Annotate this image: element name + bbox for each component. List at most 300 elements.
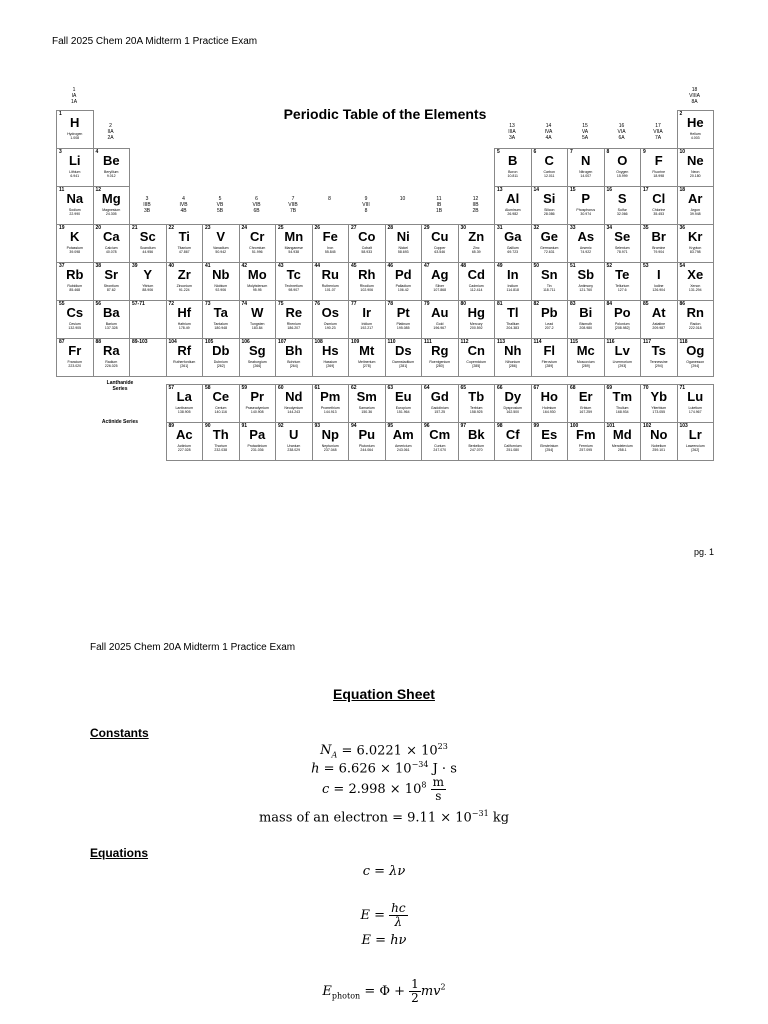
- element-mass: 26.982: [507, 212, 519, 216]
- element-number: 95: [387, 423, 394, 429]
- element-name: Roentgenium: [429, 360, 451, 364]
- element-symbol: Nh: [504, 343, 522, 358]
- element-cell: [312, 300, 350, 339]
- element-name: Tin: [546, 284, 552, 288]
- element-symbol: Rn: [686, 305, 704, 320]
- element-name: Molybdenum: [247, 284, 268, 288]
- lanthanide-series-label: Lanthanide Series: [106, 380, 134, 392]
- element-cell: [385, 422, 423, 461]
- group-label: 4 IVB 4B: [179, 196, 188, 214]
- element-name: Polonium: [614, 322, 630, 326]
- equation-electron-mass: mass of an electron = $9.11 \times 10^{-31}$ kg: [258, 809, 510, 826]
- element-name: Technetium: [284, 284, 303, 288]
- element-name: Oxygen: [616, 170, 629, 174]
- element-name: Radium: [105, 360, 118, 364]
- element-mass: 28.086: [543, 212, 555, 216]
- element-name: Nitrogen: [579, 170, 593, 174]
- element-name: Silicon: [544, 208, 555, 212]
- element-number: 61: [314, 385, 321, 391]
- element-cell: [202, 262, 240, 301]
- element-number: 4: [95, 149, 99, 155]
- equation-avogadro: $N_A = 6.0221 \times 10^{23}$: [320, 742, 448, 760]
- element-mass: 223.020: [68, 364, 82, 368]
- element-number: 110: [387, 339, 396, 345]
- element-number: 107: [278, 339, 287, 345]
- element-cell: [567, 148, 605, 187]
- element-mass: 39.948: [689, 212, 701, 216]
- element-mass: 178.49: [178, 326, 190, 330]
- element-mass: 244.064: [360, 448, 374, 452]
- element-number: 106: [241, 339, 250, 345]
- element-name: Nickel: [398, 246, 409, 250]
- element-number: 71: [679, 385, 686, 391]
- element-name: Titanium: [177, 246, 191, 250]
- element-mass: [266]: [253, 364, 262, 368]
- element-mass: [285]: [472, 364, 481, 368]
- element-number: 102: [643, 423, 652, 429]
- element-number: 34: [606, 225, 613, 231]
- element-number: 46: [387, 263, 394, 269]
- element-number: 89: [168, 423, 175, 429]
- element-symbol: Pm: [320, 389, 341, 404]
- element-number: 90: [205, 423, 211, 429]
- group-label: 6 VIB 6B: [252, 196, 261, 214]
- element-cell: [385, 300, 423, 339]
- element-cell: [567, 224, 605, 263]
- element-number: 13: [497, 187, 503, 193]
- element-mass: 251.080: [506, 448, 520, 452]
- element-name: Silver: [435, 284, 445, 288]
- element-mass: 243.061: [396, 448, 410, 452]
- element-mass: 58.693: [397, 250, 409, 254]
- element-name: Neptunium: [321, 444, 339, 448]
- element-cell: [129, 224, 167, 263]
- group-label: 13 IIIA 3A: [508, 123, 516, 141]
- element-name: Fermium: [578, 444, 593, 448]
- element-name: Niobium: [214, 284, 228, 288]
- element-number: 70: [643, 385, 649, 391]
- element-symbol: Mg: [101, 191, 121, 206]
- element-symbol: Po: [613, 305, 631, 320]
- element-name: Platinum: [396, 322, 411, 326]
- element-symbol: U: [289, 427, 299, 442]
- element-symbol: Md: [612, 427, 632, 442]
- element-mass: 6.941: [70, 174, 80, 178]
- element-mass: 257.095: [579, 448, 593, 452]
- element-mass: 204.383: [506, 326, 520, 330]
- equation-photoelectric: $E_{photon} = \Phi$ + $\frac{1}{2}$ $mv^2$: [322, 977, 446, 1005]
- element-name: Copernicium: [466, 360, 487, 364]
- element-mass: [208.982]: [614, 326, 630, 330]
- element-symbol: Pd: [394, 267, 412, 282]
- element-symbol: Zn: [468, 229, 485, 244]
- element-cell: [458, 338, 496, 377]
- element-number: 58: [205, 385, 211, 391]
- element-cell: [567, 262, 605, 301]
- element-symbol: Ac: [175, 427, 193, 442]
- element-cell: [56, 300, 94, 339]
- element-symbol: Si: [543, 191, 556, 206]
- element-symbol: Se: [614, 229, 631, 244]
- group-label: 14 IVA 4A: [544, 123, 553, 141]
- element-name: Hydrogen: [67, 132, 83, 136]
- element-number: 101: [606, 423, 615, 429]
- element-cell: [385, 338, 423, 377]
- element-number: 39: [132, 263, 138, 269]
- element-cell: [677, 224, 715, 263]
- element-cell: [494, 338, 532, 377]
- element-mass: 183.84: [251, 326, 263, 330]
- element-cell: [348, 384, 386, 423]
- element-symbol: Ra: [102, 343, 120, 358]
- element-cell: [421, 422, 459, 461]
- element-symbol: Es: [541, 427, 558, 442]
- element-number: 44: [314, 263, 321, 269]
- element-symbol: Nb: [212, 267, 230, 282]
- element-mass: 32.066: [616, 212, 628, 216]
- element-symbol: Au: [431, 305, 449, 320]
- element-cell: [348, 262, 386, 301]
- element-name: Dysprosium: [503, 406, 522, 410]
- element-name: Rhodium: [359, 284, 374, 288]
- element-number: 74: [241, 301, 248, 307]
- element-name: Lithium: [69, 170, 81, 174]
- element-number: 93: [314, 423, 321, 429]
- element-cell: [677, 300, 715, 339]
- element-cell: [385, 384, 423, 423]
- element-name: Germanium: [540, 246, 559, 250]
- element-number: 37: [59, 263, 65, 269]
- element-number: 33: [570, 225, 576, 231]
- element-mass: 127.6: [617, 288, 627, 292]
- page-header-2: Fall 2025 Chem 20A Midterm 1 Practice Exam: [90, 642, 296, 653]
- element-name: Neon: [691, 170, 700, 174]
- element-number: 65: [460, 385, 467, 391]
- element-cell: [312, 338, 350, 377]
- element-cell: [494, 224, 532, 263]
- element-symbol: Fr: [68, 343, 82, 358]
- element-name: Copper: [434, 246, 446, 250]
- element-cell: [531, 300, 569, 339]
- element-name: Bohrium: [287, 360, 301, 364]
- element-cell: [56, 148, 94, 187]
- element-mass: 55.845: [324, 250, 336, 254]
- element-name: Francium: [67, 360, 83, 364]
- element-number: 30: [460, 225, 467, 231]
- element-number: 23: [205, 225, 211, 231]
- element-cell: [239, 384, 277, 423]
- element-mass: 151.964: [396, 410, 410, 414]
- element-name: Gold: [436, 322, 444, 326]
- element-cell: [421, 224, 459, 263]
- element-number: 50: [533, 263, 540, 269]
- element-number: 114: [533, 339, 542, 345]
- element-symbol: No: [650, 427, 668, 442]
- element-number: 91: [241, 423, 248, 429]
- element-number: 87: [59, 339, 65, 345]
- element-name: Samarium: [358, 406, 375, 410]
- element-name: Selenium: [614, 246, 630, 250]
- element-symbol: Rf: [177, 343, 192, 358]
- element-cell: [312, 422, 350, 461]
- element-symbol: O: [617, 153, 628, 168]
- element-cell: [312, 262, 350, 301]
- element-mass: 12.011: [544, 174, 555, 178]
- element-mass: 232.038: [214, 448, 228, 452]
- element-name: Cadmium: [468, 284, 484, 288]
- element-symbol: Hs: [321, 343, 339, 358]
- element-symbol: Cr: [250, 229, 265, 244]
- element-cell: [421, 300, 459, 339]
- element-name: Fluorine: [652, 170, 666, 174]
- element-symbol: Mn: [284, 229, 304, 244]
- element-mass: 131.294: [688, 288, 702, 292]
- element-mass: 200.592: [469, 326, 483, 330]
- element-cell: [640, 148, 678, 187]
- element-symbol: Fm: [576, 427, 596, 442]
- element-mass: 98.907: [288, 288, 300, 292]
- element-symbol: He: [686, 115, 704, 130]
- element-number: 20: [95, 225, 102, 231]
- element-number: 116: [606, 339, 615, 345]
- element-cell: [166, 262, 204, 301]
- element-name: Mercury: [469, 322, 483, 326]
- element-number: 29: [424, 225, 430, 231]
- element-mass: 208.980: [579, 326, 593, 330]
- group-label: 9 VIII 8: [362, 196, 370, 214]
- element-symbol: Hf: [177, 305, 192, 320]
- element-cell: [567, 338, 605, 377]
- element-name: Gadolinium: [430, 406, 449, 410]
- element-symbol: Pu: [358, 427, 376, 442]
- element-symbol: Cl: [652, 191, 666, 206]
- element-name: Promethium: [320, 406, 340, 410]
- element-mass: 150.36: [361, 410, 373, 414]
- element-symbol: Tl: [506, 305, 519, 320]
- element-cell: [494, 422, 532, 461]
- element-cell: [166, 224, 204, 263]
- element-symbol: Eu: [394, 389, 412, 404]
- element-number: 77: [351, 301, 357, 307]
- element-symbol: Tm: [612, 389, 632, 404]
- element-number: 75: [278, 301, 284, 307]
- element-mass: 18.998: [653, 174, 665, 178]
- element-number: 117: [643, 339, 652, 345]
- element-number: 16: [606, 187, 613, 193]
- element-name: Dubnium: [213, 360, 228, 364]
- element-mass: 87.62: [106, 288, 116, 292]
- element-symbol: Ts: [651, 343, 666, 358]
- element-cell: [531, 422, 569, 461]
- element-number: 89-103: [132, 339, 148, 345]
- element-number: 104: [168, 339, 177, 345]
- element-symbol: Sb: [577, 267, 595, 282]
- element-mass: 63.546: [434, 250, 446, 254]
- element-mass: 144.243: [287, 410, 301, 414]
- element-cell: [93, 224, 131, 263]
- element-symbol: Ge: [540, 229, 558, 244]
- element-name: Tungsten: [250, 322, 265, 326]
- element-symbol: Br: [651, 229, 666, 244]
- element-cell: [604, 300, 642, 339]
- element-number: 63: [387, 385, 394, 391]
- element-mass: 226.025: [104, 364, 118, 368]
- element-symbol: Ru: [321, 267, 339, 282]
- element-symbol: I: [656, 267, 661, 282]
- element-cell: [166, 384, 204, 423]
- element-cell: [494, 148, 532, 187]
- element-mass: [254]: [545, 448, 554, 452]
- group-label: 17 VIIA 7A: [653, 123, 663, 141]
- element-mass: 164.930: [542, 410, 556, 414]
- element-mass: 138.905: [177, 410, 191, 414]
- element-symbol: Fe: [322, 229, 338, 244]
- element-mass: 247.070: [469, 448, 483, 452]
- element-name: Europium: [395, 406, 411, 410]
- element-symbol: Ni: [396, 229, 410, 244]
- element-number: 32: [533, 225, 540, 231]
- element-cell: [567, 384, 605, 423]
- element-mass: 180.948: [214, 326, 228, 330]
- element-name: Palladium: [395, 284, 411, 288]
- element-symbol: K: [70, 229, 80, 244]
- element-mass: 207.2: [544, 326, 554, 330]
- element-mass: 121.760: [579, 288, 593, 292]
- element-number: 57-71: [132, 301, 145, 307]
- element-mass: 35.453: [653, 212, 665, 216]
- element-number: 69: [606, 385, 613, 391]
- element-number: 112: [460, 339, 469, 345]
- element-mass: 144.913: [323, 410, 337, 414]
- element-symbol: Ti: [178, 229, 190, 244]
- element-mass: 227.028: [177, 448, 191, 452]
- element-number: 47: [424, 263, 430, 269]
- element-mass: 186.207: [287, 326, 301, 330]
- element-symbol: Yb: [650, 389, 668, 404]
- element-name: Bismuth: [579, 322, 593, 326]
- element-number: 9: [643, 149, 646, 155]
- element-cell: [129, 262, 167, 301]
- element-number: 59: [241, 385, 248, 391]
- equation-wave: c = λν: [362, 864, 406, 879]
- element-number: 27: [351, 225, 357, 231]
- element-cell: [640, 262, 678, 301]
- element-name: Praseodymium: [245, 406, 269, 410]
- element-mass: 158.925: [469, 410, 483, 414]
- element-symbol: H: [70, 115, 80, 130]
- element-symbol: Mo: [247, 267, 267, 282]
- element-name: Chromium: [249, 246, 266, 250]
- element-symbol: Mc: [576, 343, 595, 358]
- element-symbol: Sr: [104, 267, 119, 282]
- element-cell: [604, 384, 642, 423]
- element-name: Argon: [690, 208, 700, 212]
- element-number: 88: [95, 339, 102, 345]
- element-cell: [458, 262, 496, 301]
- element-mass: 102.906: [360, 288, 374, 292]
- element-name: Actinium: [177, 444, 191, 448]
- element-mass: [293]: [618, 364, 627, 368]
- element-symbol: Tb: [468, 389, 485, 404]
- element-cell: [385, 224, 423, 263]
- element-mass: [289]: [545, 364, 554, 368]
- element-mass: 22.990: [69, 212, 81, 216]
- element-mass: 114.818: [506, 288, 519, 292]
- element-name: Rhenium: [286, 322, 301, 326]
- element-name: Cobalt: [361, 246, 372, 250]
- element-number: 78: [387, 301, 394, 307]
- element-name: Potassium: [66, 246, 83, 250]
- element-cell: [202, 338, 240, 377]
- element-symbol: Ne: [686, 153, 704, 168]
- element-name: Chlorine: [652, 208, 666, 212]
- element-symbol: Lu: [687, 389, 704, 404]
- element-symbol: Os: [321, 305, 339, 320]
- element-cell: [239, 338, 277, 377]
- element-name: Barium: [105, 322, 117, 326]
- element-number: 17: [643, 187, 649, 193]
- element-symbol: N: [581, 153, 591, 168]
- element-cell: [567, 186, 605, 225]
- element-symbol: Cn: [467, 343, 485, 358]
- element-mass: 20.180: [689, 174, 701, 178]
- element-cell: [531, 338, 569, 377]
- element-cell: [604, 186, 642, 225]
- element-name: Meitnerium: [358, 360, 376, 364]
- element-number: 35: [643, 225, 649, 231]
- element-cell: [275, 422, 313, 461]
- element-number: 83: [570, 301, 576, 307]
- element-name: Aluminum: [504, 208, 521, 212]
- element-name: Cesium: [68, 322, 81, 326]
- group-label: 11 IB 1B: [435, 196, 443, 214]
- element-cell: [458, 300, 496, 339]
- element-cell: [640, 384, 678, 423]
- element-name: Zinc: [472, 246, 480, 250]
- element-symbol: Ir: [362, 305, 372, 320]
- group-label: 7 VIIB 7B: [288, 196, 298, 214]
- element-name: Yttrium: [142, 284, 154, 288]
- element-mass: 222.018: [688, 326, 702, 330]
- element-name: Ruthenium: [321, 284, 339, 288]
- element-number: 60: [278, 385, 284, 391]
- element-name: Radon: [690, 322, 701, 326]
- element-symbol: Nd: [285, 389, 303, 404]
- element-mass: 118.711: [543, 288, 556, 292]
- element-name: Astatine: [652, 322, 666, 326]
- element-symbol: As: [577, 229, 595, 244]
- element-mass: 192.217: [360, 326, 374, 330]
- element-symbol: La: [176, 389, 192, 404]
- element-cell: [239, 300, 277, 339]
- element-symbol: Pb: [540, 305, 558, 320]
- element-symbol: Na: [66, 191, 84, 206]
- element-number: 51: [570, 263, 576, 269]
- element-mass: 40.078: [105, 250, 117, 254]
- group-label: 3 IIIB 3B: [143, 196, 151, 214]
- constants-heading: Constants: [90, 726, 149, 740]
- element-mass: 92.906: [215, 288, 227, 292]
- group-label: 8: [328, 196, 331, 202]
- element-name: Einsteinium: [540, 444, 559, 448]
- element-mass: [281]: [399, 364, 408, 368]
- element-mass: 30.974: [580, 212, 592, 216]
- element-mass: 50.942: [215, 250, 227, 254]
- element-number: 24: [241, 225, 248, 231]
- element-number: 28: [387, 225, 394, 231]
- element-cell: [640, 300, 678, 339]
- element-cell: [531, 224, 569, 263]
